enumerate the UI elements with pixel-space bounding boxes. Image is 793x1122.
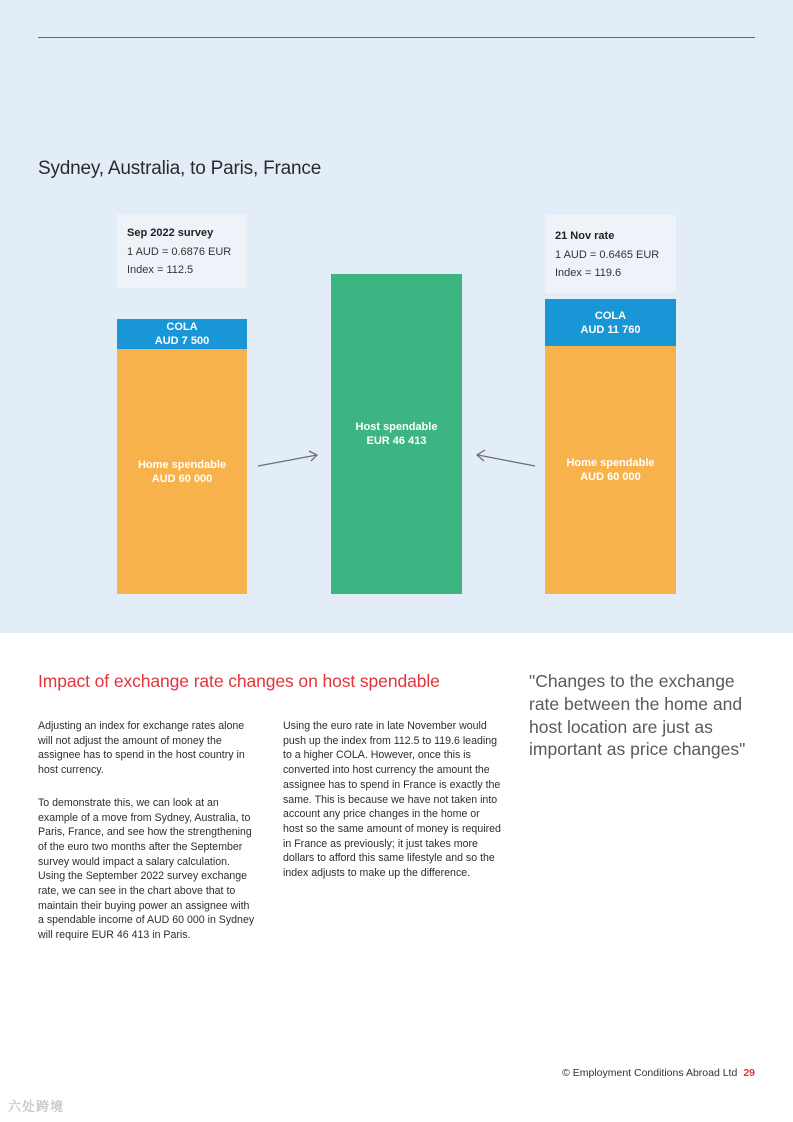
section-heading: Impact of exchange rate changes on host spendable bbox=[38, 671, 440, 691]
body-column-1 bbox=[38, 719, 256, 961]
left-cola-bar bbox=[117, 319, 247, 349]
right-info-box bbox=[545, 215, 676, 293]
col2-paragraph-1: Using the euro rate in late November would push up the index from 112.5 to 119.6 leading to a higher COLA. However, once this is converted into host currency the amount the assignee has to spend in France is exactly the same. This is because we have not taken into account any price changes in the home or host so the same amount of money is required in France as previously; it just takes more dollars to afford this same lifestyle and so the index adjusts to make up the difference. bbox=[283, 720, 501, 880]
right-info-heading: 21 Nov rate bbox=[555, 230, 615, 242]
right-cola-bar bbox=[545, 299, 676, 346]
right-info-rate: 1 AUD = 0.6465 EUR bbox=[555, 248, 660, 261]
host-bar bbox=[331, 274, 462, 594]
watermark-text: 六处跨境 bbox=[8, 1099, 65, 1114]
footer bbox=[562, 1067, 755, 1079]
page-number: 29 bbox=[743, 1067, 755, 1079]
right-cola-value: AUD 11 760 bbox=[580, 323, 641, 336]
chart-title: Sydney, Australia, to Paris, France bbox=[38, 158, 322, 179]
body-column-2 bbox=[283, 719, 501, 899]
right-cola-label: COLA bbox=[594, 309, 627, 322]
right-home-label: Home spendable bbox=[566, 457, 655, 469]
top-rule bbox=[38, 37, 755, 38]
left-cola-label: COLA bbox=[166, 321, 198, 333]
host-value: EUR 46 413 bbox=[366, 435, 427, 447]
col1-paragraph-2: To demonstrate this, we can look at an example of a move from Sydney, Australia, to Paris, France, and see how the strengthening of the euro two months after the September survey would impact a salary calculation. Using the September 2022 survey exchange rate, we can see in the chart above that to maintain their buying power an assignee with a spendable income of AUD 60 000 in Sydney will require EUR 46 413 in Paris. bbox=[38, 796, 255, 942]
arrow-right-icon bbox=[255, 448, 323, 470]
left-info-index: Index = 112.5 bbox=[127, 264, 194, 276]
arrow-left-icon bbox=[472, 448, 540, 470]
right-info-index: Index = 119.6 bbox=[555, 267, 622, 279]
left-home-label: Home spendable bbox=[137, 458, 227, 471]
left-home-bar bbox=[117, 349, 247, 594]
left-cola-value: AUD 7 500 bbox=[154, 335, 210, 347]
pull-quote: "Changes to the exchange rate between the home and host location are just as important as price changes" bbox=[529, 671, 746, 760]
host-label: Host spendable bbox=[355, 421, 438, 433]
left-home-value: AUD 60 000 bbox=[151, 472, 213, 485]
left-info-rate: 1 AUD = 0.6876 EUR bbox=[127, 245, 232, 258]
footer-copyright: © Employment Conditions Abroad Ltd bbox=[562, 1067, 738, 1079]
left-info-heading: Sep 2022 survey bbox=[127, 227, 214, 239]
col1-paragraph-1: Adjusting an index for exchange rates alone will not adjust the amount of money the assignee has to spend in the host country in host currency. bbox=[38, 720, 245, 777]
right-home-value: AUD 60 000 bbox=[580, 471, 641, 483]
left-info-box bbox=[117, 214, 247, 288]
right-home-bar bbox=[545, 346, 676, 594]
